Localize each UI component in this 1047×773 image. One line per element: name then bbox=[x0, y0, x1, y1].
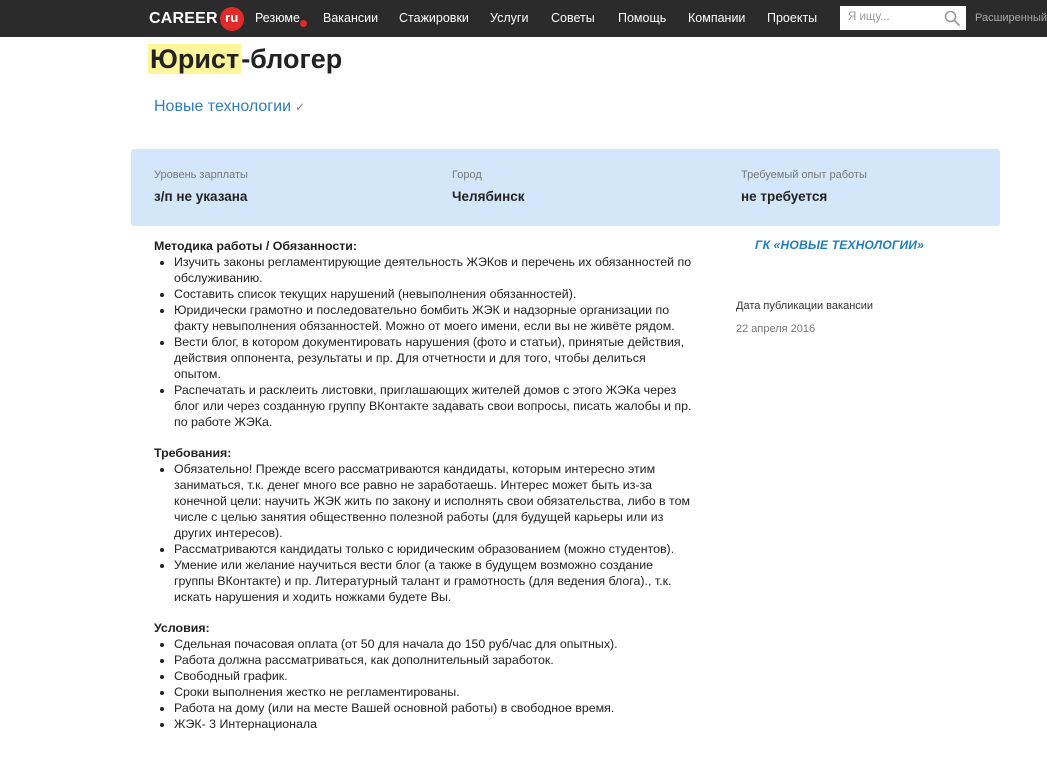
logo-ru-badge: ru bbox=[220, 7, 244, 31]
publication-date-label: Дата публикации вакансии bbox=[736, 300, 874, 312]
city-value: Челябинск bbox=[452, 189, 525, 204]
experience-label: Требуемый опыт работы bbox=[741, 169, 867, 181]
nav-item-services[interactable]: Услуги bbox=[490, 11, 529, 25]
salary-label: Уровень зарплаты bbox=[154, 169, 248, 181]
salary-info bbox=[154, 169, 248, 204]
resume-notification-dot bbox=[300, 20, 307, 27]
title-rest: -блогер bbox=[241, 44, 343, 74]
section-heading-conditions: Условия: bbox=[154, 621, 210, 635]
list-item: • Вести блог, в котором документировать нарушения (фото и статьи), принятые действия, действия оппонента, результаты и пр. Для отчетности и для того, чтобы делиться опытом. bbox=[174, 334, 694, 382]
list-item: • Работа на дому (или на месте Вашей основной работы) в свободное время. bbox=[174, 700, 694, 716]
salary-value: з/п не указана bbox=[154, 189, 248, 204]
duties-list bbox=[154, 254, 694, 430]
list-item: • Работа должна рассматриваться, как дополнительный заработок. bbox=[174, 652, 694, 668]
advanced-search-link[interactable]: Расширенный bbox=[975, 12, 1047, 24]
conditions-list bbox=[154, 636, 694, 732]
city-label: Город bbox=[452, 169, 482, 181]
list-item: • Изучить законы регламентирующие деятельность ЖЭКов и перечень их обязанностей по обслуживанию. bbox=[174, 254, 694, 286]
company-name: Новые технологии bbox=[154, 98, 291, 115]
nav-item-internships[interactable]: Стажировки bbox=[399, 11, 469, 25]
list-item: • Сроки выполнения жестко не регламентированы. bbox=[174, 684, 694, 700]
top-navigation-bar bbox=[0, 0, 1047, 37]
list-item: • ЖЭК- 3 Интернационала bbox=[174, 716, 694, 732]
search-input[interactable] bbox=[840, 6, 948, 28]
nav-item-resume[interactable]: Резюме bbox=[255, 11, 300, 25]
city-info bbox=[452, 169, 525, 204]
section-heading-requirements: Требования: bbox=[154, 446, 232, 460]
company-link[interactable] bbox=[154, 98, 305, 116]
nav-item-help[interactable]: Помощь bbox=[618, 11, 667, 25]
verified-check-icon: ✓ bbox=[295, 100, 306, 114]
search-box bbox=[840, 6, 966, 30]
section-heading-duties: Методика работы / Обязанности: bbox=[154, 239, 358, 253]
company-logo[interactable]: ГК «НОВЫЕ ТЕХНОЛОГИИ» bbox=[755, 238, 925, 252]
list-item: • Составить список текущих нарушений (невыполнения обязанностей). bbox=[174, 286, 694, 302]
nav-item-projects[interactable]: Проекты bbox=[767, 11, 818, 25]
list-item: • Сдельная почасовая оплата (от 50 для начала до 150 руб/час для опытных). bbox=[174, 636, 694, 652]
list-item: • Распечатать и расклеить листовки, приглашающих жителей домов с этого ЖЭКа через блог или через созданную группу ВКонтакте задавать свои вопросы, писать жалобы и пр. по работе ЖЭКа. bbox=[174, 382, 694, 430]
vacancy-info-panel bbox=[131, 149, 1000, 226]
title-highlight: Юрист bbox=[150, 44, 240, 74]
nav-item-advice[interactable]: Советы bbox=[551, 11, 595, 25]
list-item: • Рассматриваются кандидаты только с юридическим образованием (можно студентов). bbox=[174, 541, 694, 557]
experience-value: не требуется bbox=[741, 189, 828, 204]
nav-item-companies[interactable]: Компании bbox=[688, 11, 746, 25]
list-item: • Обязательно! Прежде всего рассматриваются кандидаты, которым интересно этим заниматься, т.к. денег много все равно не заработаешь. Интерес может быть из-за конечной цели: научить ЖЭК жить по закону и исполнять свои обязательства, либо в том числе с целью занятия общественно полезной работы (для будущей карьеры или из других интересов). bbox=[174, 461, 694, 541]
career-ru-logo[interactable] bbox=[149, 9, 244, 29]
list-item: • Юридически грамотно и последовательно бомбить ЖЭК и надзорные организации по факту невыполнения обязанностей. Можно от моего имени, если вы не живёте рядом. bbox=[174, 302, 694, 334]
logo-text: CAREER bbox=[149, 10, 218, 27]
requirements-list bbox=[154, 461, 694, 605]
vacancy-title bbox=[150, 44, 342, 75]
search-icon[interactable] bbox=[944, 10, 960, 26]
publication-date: 22 апреля 2016 bbox=[736, 323, 816, 335]
vacancy-description bbox=[154, 238, 694, 747]
experience-info bbox=[741, 169, 867, 204]
list-item: • Свободный график. bbox=[174, 668, 694, 684]
nav-item-vacancies[interactable]: Вакансии bbox=[323, 11, 379, 25]
list-item: • Умение или желание научиться вести блог (а также в будущем возможно создание группы ВКонтакте) и пр. Литературный талант и грамотность (для ведения блога)., т.к. искать нарушения и ходить ножками будете Вы. bbox=[174, 557, 694, 605]
